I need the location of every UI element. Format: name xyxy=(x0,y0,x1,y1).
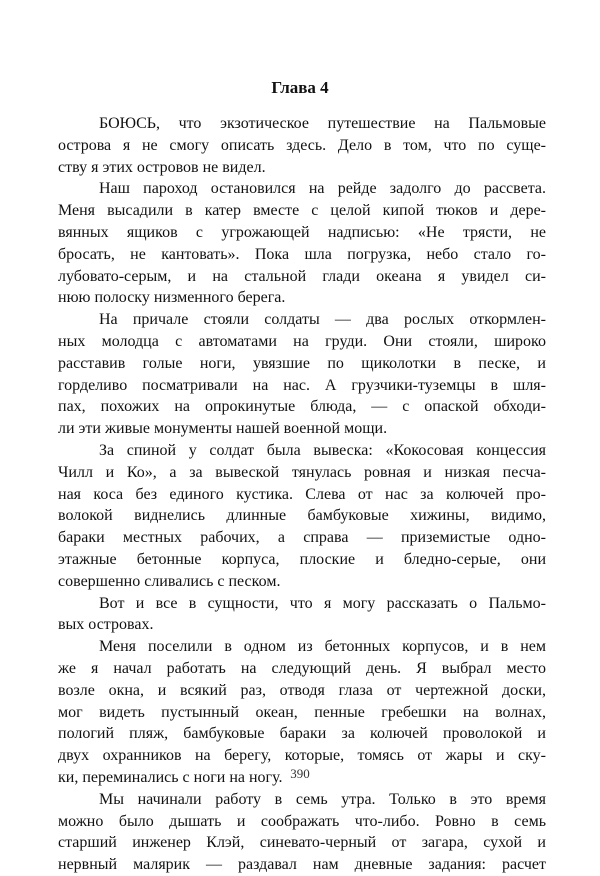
text-line: расставив голые ноги, увязшие по щиколотки в песке, и xyxy=(58,354,546,372)
text-line: можно было дышать и соображать что-либо. Ровно в семь xyxy=(58,812,546,830)
text-line: пах, похожих на опрокинутые блюда, — с опаской обходи- xyxy=(58,398,546,416)
text-line: вых островах. xyxy=(58,616,154,634)
text-line: ству я этих островов не видел. xyxy=(58,158,266,176)
body-text xyxy=(58,113,546,876)
text-line: горделиво посматривали на нас. А грузчики-туземцы в шля- xyxy=(58,376,546,394)
text-line: нервный малярик — раздавал нам дневные задания: расчет xyxy=(58,856,546,874)
text-line: ных молодца с автоматами на груди. Они стояли, широко xyxy=(58,332,546,350)
text-line: ки, переминались с ноги на ногу. xyxy=(58,768,283,786)
text-line: этажные бетонные корпуса, плоские и бледно-серые, они xyxy=(58,550,546,568)
text-line: На причале стояли солдаты — два рослых откормлен- xyxy=(99,311,546,329)
text-line: волокой виднелись длинные бамбуковые хижины, видимо, xyxy=(58,507,546,525)
text-line: совершенно сливались с песком. xyxy=(58,572,281,590)
text-line: Чилл и Ко», а за вывеской тянулась ровная и низкая песча- xyxy=(58,463,546,481)
text-line: ли эти живые монументы нашей военной мощи. xyxy=(58,420,388,438)
text-line: вянных ящиков с угрожающей надписью: «Не трясти, не xyxy=(58,223,546,241)
text-line: острова я не смогу описать здесь. Дело в том, что по суще- xyxy=(58,136,546,154)
text-line: Наш пароход остановился на рейде задолго до рассвета. xyxy=(99,180,546,198)
text-line: Меня поселили в одном из бетонных корпусов, и в нем xyxy=(99,638,546,656)
text-line: лубовато-серым, и на стальной глади океана я увидел си- xyxy=(58,267,546,285)
text-line: мог видеть пустынный океан, пенные гребешки на волнах, xyxy=(58,703,546,721)
text-line: же я начал работать на следующий день. Я выбрал место xyxy=(58,659,546,677)
text-line: двух охранников на берегу, которые, томясь от жары и ску- xyxy=(58,747,546,765)
text-line: пологий пляж, бамбуковые бараки за колючей проволокой и xyxy=(58,725,546,743)
page-number: 390 xyxy=(290,766,310,781)
text-line: бросать, не кантовать». Пока шла погрузка, небо стало го- xyxy=(58,245,546,263)
text-line: За спиной у солдат была вывеска: «Кокосовая концессия xyxy=(99,441,546,459)
chapter-title: Глава 4 xyxy=(271,78,329,97)
text-line: возле окна, и всякий раз, отводя глаза от чертежной доски, xyxy=(58,681,546,699)
text-line: Меня высадили в катер вместе с целой кипой тюков и дере- xyxy=(58,202,546,220)
text-line: ная коса без единого кустика. Слева от нас за колючей про- xyxy=(58,485,546,503)
text-line: старший инженер Клэй, синевато-черный от загара, сухой и xyxy=(58,834,546,852)
text-line: БОЮСЬ, что экзотическое путешествие на Пальмовые xyxy=(99,115,546,132)
text-line: нюю полоску низменного берега. xyxy=(58,289,286,307)
text-line: Мы начинали работу в семь утра. Только в это время xyxy=(99,790,546,808)
text-line: бараки местных рабочих, а справа — приземистые одно- xyxy=(58,529,546,547)
text-line: Вот и все в сущности, что я могу рассказать о Пальмо- xyxy=(99,594,546,612)
